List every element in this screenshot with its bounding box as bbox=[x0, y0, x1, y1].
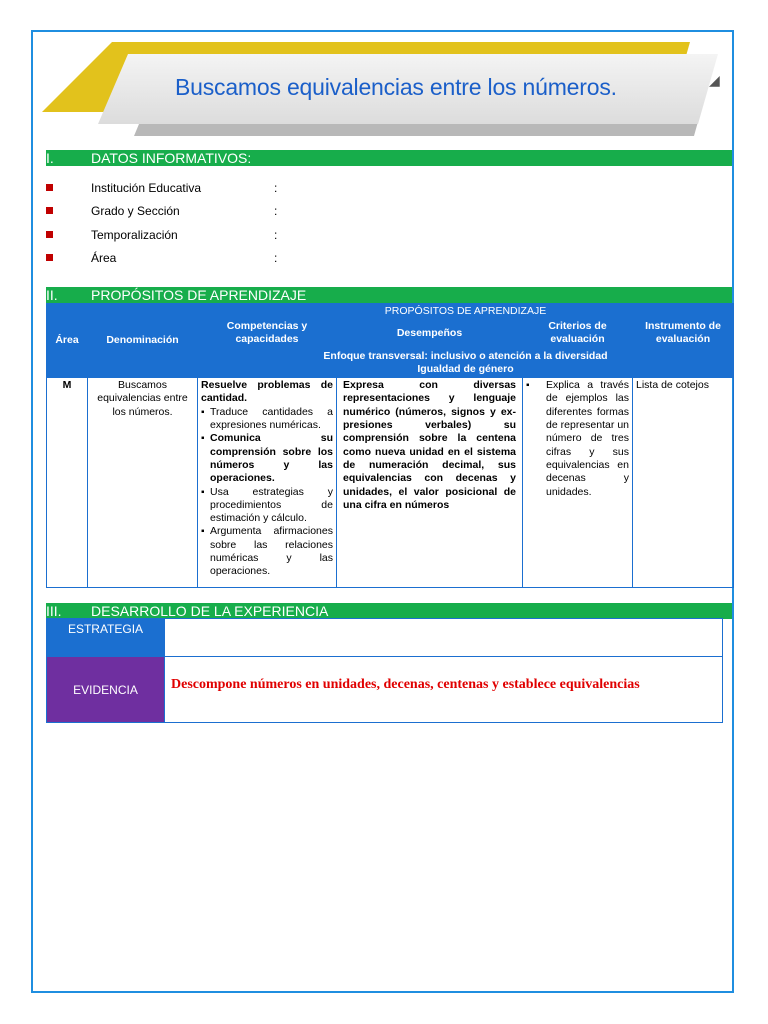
section-number: II. bbox=[46, 287, 58, 303]
capacidades-list bbox=[201, 406, 333, 579]
section-number: III. bbox=[46, 603, 62, 619]
estrategia-label: ESTRATEGIA bbox=[47, 619, 165, 657]
header-desempenos: Desempeños bbox=[337, 319, 523, 349]
page-title: Buscamos equivalencias entre los números. bbox=[175, 74, 617, 100]
header-competencias: Competencias y capacidades bbox=[198, 319, 337, 349]
evidencia-label: EVIDENCIA bbox=[47, 657, 165, 723]
list-item: ▪ Explica a través de ejemplos las diferentes formas de representar un número de tres cifras y sus equivalencias en decenas y unidades. bbox=[526, 379, 629, 499]
bullet-icon bbox=[46, 184, 53, 191]
info-label: Temporalización bbox=[91, 228, 178, 242]
info-label: Área bbox=[91, 251, 117, 265]
info-separator: : bbox=[274, 204, 278, 218]
cell-competencias bbox=[198, 378, 337, 588]
section-title: PROPÓSITOS DE APRENDIZAJE bbox=[91, 287, 307, 303]
info-label: Institución Educativa bbox=[91, 181, 202, 195]
header-denominacion: Denominación bbox=[88, 304, 198, 378]
estrategia-value bbox=[165, 619, 723, 657]
competencia-title: Resuelve problemas de cantidad. bbox=[201, 379, 333, 405]
criterio-list bbox=[526, 379, 629, 499]
list-item: ▪ Argumenta afirmaciones sobre las relaciones numéricas y las operaciones. bbox=[201, 525, 333, 578]
cell-denominacion: Buscamos equivalencias entre los números. bbox=[88, 378, 198, 588]
corner-mark: ◢ bbox=[709, 72, 720, 88]
enfoque-transversal bbox=[198, 348, 734, 378]
bullet-icon bbox=[46, 207, 53, 214]
propositos-table bbox=[46, 303, 734, 588]
header-criterios: Criterios de evaluación bbox=[523, 319, 633, 349]
cell-criterio bbox=[523, 378, 633, 588]
section-propositos bbox=[46, 287, 732, 303]
info-label: Grado y Sección bbox=[91, 204, 180, 218]
header-propositos: PROPÓSITOS DE APRENDIZAJE bbox=[198, 304, 734, 319]
section-number: I. bbox=[46, 150, 54, 166]
list-item: ▪ Usa estrategias y procedimientos de estimación y cálculo. bbox=[201, 486, 333, 526]
bullet-icon bbox=[46, 254, 53, 261]
section-title: DATOS INFORMATIVOS: bbox=[91, 150, 252, 166]
info-separator: : bbox=[274, 181, 278, 195]
section-datos-informativos bbox=[46, 150, 732, 166]
enfoque-line: Igualdad de género bbox=[417, 362, 514, 375]
info-separator: : bbox=[274, 228, 278, 242]
table-row bbox=[47, 378, 734, 588]
cell-instrumento: Lista de cotejos bbox=[633, 378, 734, 588]
section-desarrollo bbox=[46, 603, 732, 619]
header-area: Área bbox=[47, 304, 88, 378]
desarrollo-table bbox=[46, 618, 723, 723]
evidencia-value: Descompone números en unidades, decenas, centenas y establece equivalencias bbox=[165, 657, 723, 723]
section-title: DESARROLLO DE LA EXPERIENCIA bbox=[91, 603, 329, 619]
cell-desempeno: Expresa con diversas representaciones y lenguaje numérico (números, signos y ex-presiones verbales) su comprensión sobre la centena como nueva unidad en el sistema de numeración decimal, sus equivalencias con decenas y unidades, el valor posicional de una cifra en números bbox=[337, 378, 523, 588]
cell-area: M bbox=[47, 378, 88, 588]
bullet-icon bbox=[46, 231, 53, 238]
enfoque-line: Enfoque transversal: inclusivo o atención a la diversidad bbox=[323, 349, 608, 362]
list-item: ▪ Comunica su comprensión sobre los números y las operaciones. bbox=[201, 432, 333, 485]
header-instrumento: Instrumento de evaluación bbox=[633, 319, 734, 349]
info-separator: : bbox=[274, 251, 278, 265]
list-item: ▪ Traduce cantidades a expresiones numéricas. bbox=[201, 406, 333, 433]
